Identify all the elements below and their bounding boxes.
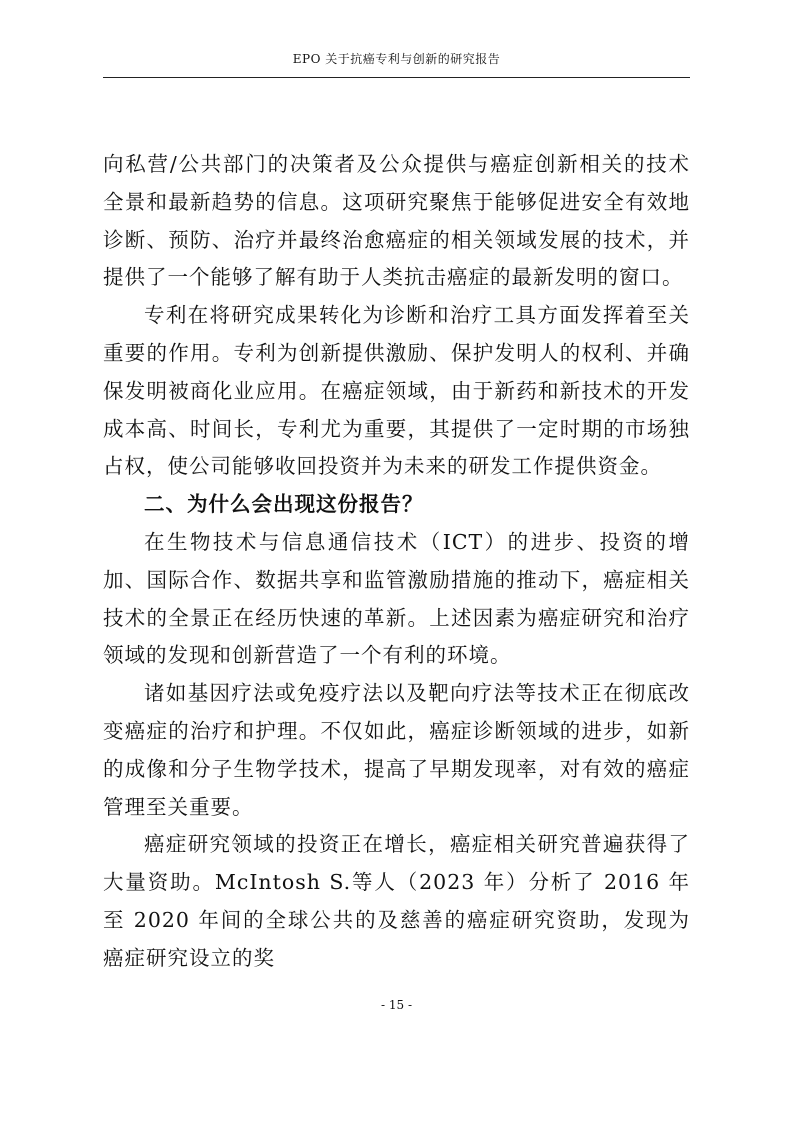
section-heading: 二、为什么会出现这份报告？	[144, 492, 424, 517]
page-number: - 15 -	[380, 998, 412, 1012]
paragraph-patents-role: 专利在将研究成果转化为诊断和治疗工具方面发挥着至关重要的作用。专利为创新提供激励、保护发明人的权利、并确保发明被商化业应用。在癌症领域，由于新药和新技术的开发成本高、时间长，专利尤为重要，其提供了一定时期的市场独占权，使公司能够收回投资并为未来的研发工作提供资金。	[103, 303, 690, 479]
document-body	[103, 146, 690, 978]
paragraph-investment: 癌症研究领域的投资正在增长，癌症相关研究普遍获得了大量资助。McIntosh S.等人（2023 年）分析了 2016 年至 2020 年间的全球公共的及慈善的癌症研究资助，发现为癌症研究设立的奖	[103, 832, 690, 970]
running-header: EPO 关于抗癌专利与创新的研究报告	[292, 52, 501, 66]
paragraph-technology-landscape: 在生物技术与信息通信技术（ICT）的进步、投资的增加、国际合作、数据共享和监管激励措施的推动下，癌症相关技术的全景正在经历快速的革新。上述因素为癌症研究和治疗领域的发现和创新营造了一个有利的环境。	[103, 529, 690, 668]
paragraph-intro-continuation: 向私营/公共部门的决策者及公众提供与癌症创新相关的技术全景和最新趋势的信息。这项研究聚焦于能够促进安全有效地诊断、预防、治疗并最终治愈癌症的相关领域发展的技术，并提供了一个能够了解有助于人类抗击癌症的最新发明的窗口。	[103, 152, 690, 290]
paragraph-therapies: 诸如基因疗法或免疫疗法以及靶向疗法等技术正在彻底改变癌症的治疗和护理。不仅如此，癌症诊断领域的进步，如新的成像和分子生物学技术，提高了早期发现率，对有效的癌症管理至关重要。	[103, 681, 690, 819]
header-divider	[103, 77, 690, 78]
